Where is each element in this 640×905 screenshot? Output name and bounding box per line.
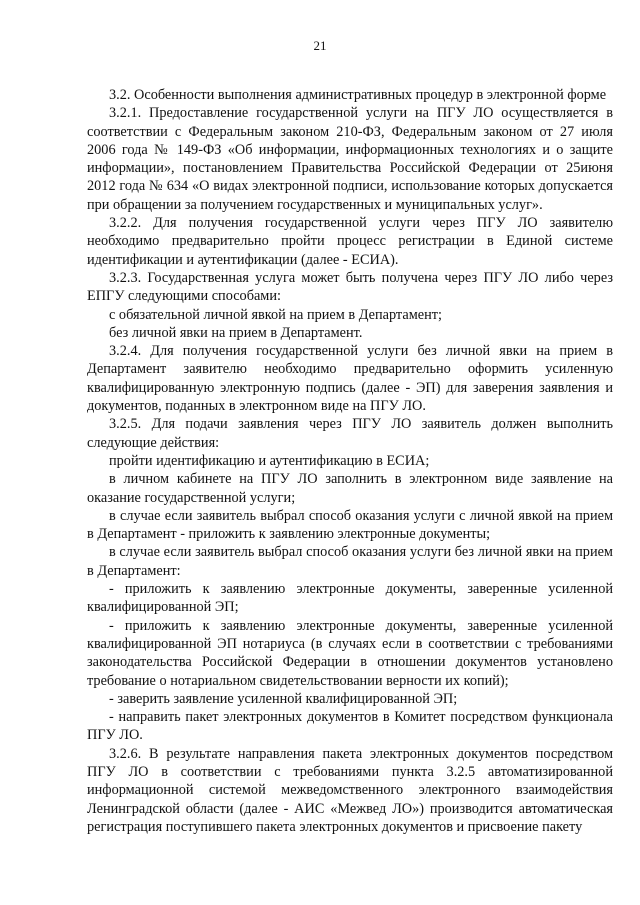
paragraph: с обязательной личной явкой на прием в Департамент; — [109, 306, 442, 323]
paragraph: 3.2.4. Для получения государственной услуги без личной явки на прием в Департамент заявителю необходимо предварительно оформить усиленную квалифицированную электронную подпись (далее - ЭП) для заверения заявления и документов, поданных в электронном виде на ПГУ ЛО. — [87, 343, 613, 415]
paragraph: в личном кабинете на ПГУ ЛО заполнить в электронном виде заявление на оказание государственной услуги; — [87, 471, 613, 506]
paragraph: - приложить к заявлению электронные документы, заверенные усиленной квалифицированной ЭП нотариуса (в случаях если в соответствии с требованиями законодательства Российской Федерации в отношении документов установлено требование о нотариальном свидетельствовании верности их копий); — [87, 617, 613, 689]
paragraph: в случае если заявитель выбрал способ оказания услуги с личной явкой на прием в Департамент - приложить к заявлению электронные документы; — [87, 507, 613, 543]
page-number: 21 — [313, 38, 327, 53]
paragraph: 3.2.3. Государственная услуга может быть получена через ПГУ ЛО либо через ЕПГУ следующими способами: — [87, 269, 613, 305]
paragraph: - приложить к заявлению электронные документы, заверенные усиленной квалифицированной ЭП; — [87, 581, 613, 616]
paragraph: без личной явки на прием в Департамент. — [109, 324, 363, 341]
paragraph: 3.2. Особенности выполнения административных процедур в электронной форме — [109, 87, 607, 103]
paragraph: пройти идентификацию и аутентификацию в ЕСИА; — [109, 452, 430, 469]
paragraph: 3.2.6. В результате направления пакета электронных документов посредством ПГУ ЛО в соответствии с требованиями пункта 3.2.5 автоматизированной информационной системой межведомственного электронного взаимодействия Ленинградской области (далее - АИС «Межвед ЛО») производится автоматическая регистрация поступившего пакета электронных документов и присвоение пакету — [87, 745, 613, 835]
paragraph: - заверить заявление усиленной квалифицированной ЭП; — [109, 690, 458, 707]
paragraph: в случае если заявитель выбрал способ оказания услуги без личной явки на прием в Департамент: — [87, 544, 613, 579]
document-body — [87, 86, 613, 836]
paragraph: 3.2.1. Предоставление государственной услуги на ПГУ ЛО осуществляется в соответствии с Федеральным законом 210-ФЗ, Федеральным законом от 27 июля 2006 года № 149-ФЗ «Об информации, информационных технологиях и о защите информации», постановлением Правительства Российской Федерации от 25июня 2012 года № 634 «О видах электронной подписи, использование которых допускается при обращении за получением государственных и муниципальных услуг». — [87, 105, 613, 213]
paragraph: - направить пакет электронных документов в Комитет посредством функционала ПГУ ЛО. — [87, 709, 613, 744]
paragraph: 3.2.5. Для подачи заявления через ПГУ ЛО заявитель должен выполнить следующие действия: — [87, 416, 613, 451]
paragraph: 3.2.2. Для получения государственной услуги через ПГУ ЛО заявителю необходимо предварительно пройти процесс регистрации в Единой системе идентификации и аутентификации (далее - ЕСИА). — [87, 215, 613, 268]
